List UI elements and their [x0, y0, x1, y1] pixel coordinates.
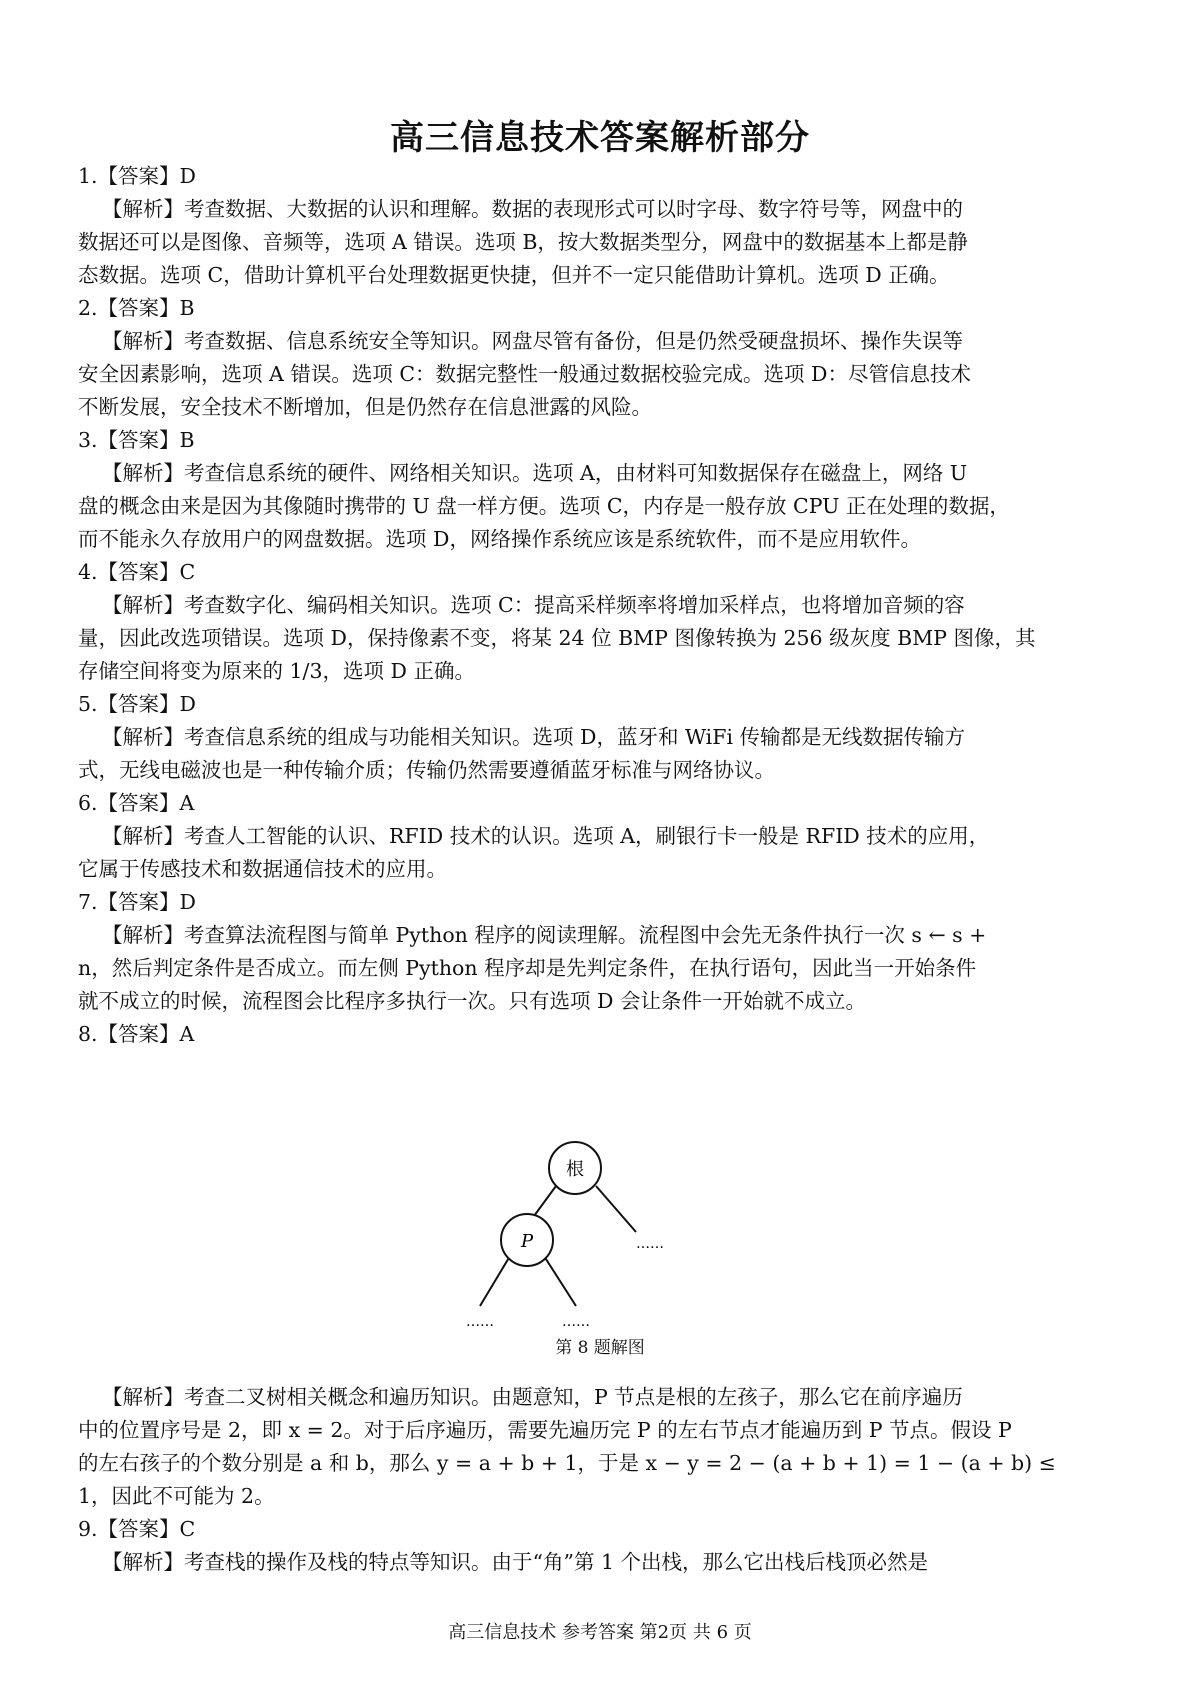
explanation-4-line-2: 量，因此改选项错误。选项 D，保持像素不变，将某 24 位 BMP 图像转换为 256 级灰度 BMP 图像，其 — [78, 626, 1036, 650]
p-right-ellipsis: …… — [562, 1314, 590, 1330]
explanation-2-line-1: 【解析】考查数据、信息系统安全等知识。网盘尽管有备份，但是仍然受硬盘损坏、操作失误等 — [102, 329, 963, 353]
explanation-1-line-2: 数据还可以是图像、音频等，选项 A 错误。选项 B，按大数据类型分，网盘中的数据基本上都是静 — [78, 230, 968, 254]
answer-4: 4.【答案】C — [78, 560, 196, 584]
edge-p-right — [544, 1256, 576, 1306]
answer-3: 3.【答案】B — [78, 428, 195, 452]
explanation-6-line-2: 它属于传感技术和数据通信技术的应用。 — [78, 857, 447, 881]
edge-p-left — [480, 1256, 510, 1306]
page-title: 高三信息技术答案解析部分 — [390, 118, 810, 158]
answer-1: 1.【答案】D — [78, 164, 196, 188]
explanation-2-line-3: 不断发展，安全技术不断增加，但是仍然存在信息泄露的风险。 — [78, 395, 652, 419]
p-left-ellipsis: …… — [466, 1314, 494, 1330]
answer-5: 5.【答案】D — [78, 692, 196, 716]
explanation-6-line-1: 【解析】考查人工智能的认识、RFID 技术的认识。选项 A，刷银行卡一般是 RFID 技术的应用， — [102, 824, 990, 848]
explanation-2-line-2: 安全因素影响，选项 A 错误。选项 C：数据完整性一般通过数据校验完成。选项 D：尽管信息技术 — [78, 362, 971, 386]
answer-6: 6.【答案】A — [78, 791, 195, 815]
explanation-1-line-1: 【解析】考查数据、大数据的认识和理解。数据的表现形式可以时字母、数字符号等，网盘中的 — [102, 197, 963, 221]
right-subtree-ellipsis: …… — [636, 1236, 664, 1252]
page-footer: 高三信息技术 参考答案 第2页 共 6 页 — [448, 1622, 752, 1643]
explanation-9-line-1: 【解析】考查栈的操作及栈的特点等知识。由于“角”第 1 个出栈，那么它出栈后栈顶必然是 — [102, 1550, 929, 1574]
explanation-4-line-1: 【解析】考查数字化、编码相关知识。选项 C：提高采样频率将增加采样点，也将增加音频的容 — [102, 593, 965, 617]
explanation-5-line-2: 式，无线电磁波也是一种传输介质；传输仍然需要遵循蓝牙标准与网络协议。 — [78, 758, 775, 782]
explanation-7-line-1: 【解析】考查算法流程图与简单 Python 程序的阅读理解。流程图中会先无条件执行一次 s ← s + — [102, 923, 987, 947]
figure-caption: 第 8 题解图 — [555, 1338, 645, 1358]
explanation-7-line-3: 就不成立的时候，流程图会比程序多执行一次。只有选项 D 会让条件一开始就不成立。 — [78, 989, 866, 1013]
edge-root-p — [534, 1186, 556, 1216]
explanation-3-line-2: 盘的概念由来是因为其像随时携带的 U 盘一样方便。选项 C，内存是一般存放 CPU 正在处理的数据， — [78, 494, 1010, 518]
explanation-3-line-3: 而不能永久存放用户的网盘数据。选项 D，网络操作系统应该是系统软件，而不是应用软件。 — [78, 527, 921, 551]
p-node-label: P — [520, 1231, 534, 1252]
binary-tree-diagram — [466, 1120, 720, 1330]
answer-7: 7.【答案】D — [78, 890, 196, 914]
explanation-7-line-2: n，然后判定条件是否成立。而左侧 Python 程序却是先判定条件，在执行语句，因此当一开始条件 — [78, 956, 977, 980]
explanation-8-line-1: 【解析】考查二叉树相关概念和遍历知识。由题意知，P 节点是根的左孩子，那么它在前序遍历 — [102, 1385, 963, 1409]
explanation-5-line-1: 【解析】考查信息系统的组成与功能相关知识。选项 D，蓝牙和 WiFi 传输都是无线数据传输方 — [102, 725, 966, 749]
edge-root-right — [596, 1186, 636, 1232]
explanation-8-line-2: 中的位置序号是 2，即 x = 2。对于后序遍历，需要先遍历完 P 的左右节点才能遍历到 P 节点。假设 P — [78, 1418, 1012, 1442]
explanation-4-line-3: 存储空间将变为原来的 1/3，选项 D 正确。 — [78, 659, 475, 683]
explanation-3-line-1: 【解析】考查信息系统的硬件、网络相关知识。选项 A，由材料可知数据保存在磁盘上，网络 U — [102, 461, 968, 485]
explanation-1-line-3: 态数据。选项 C，借助计算机平台处理数据更快捷，但并不一定只能借助计算机。选项 D 正确。 — [78, 263, 950, 287]
explanation-8-line-3: 的左右孩子的个数分别是 a 和 b，那么 y = a + b + 1，于是 x − y = 2 − (a + b + 1) = 1 − (a + b) ≤ — [78, 1451, 1056, 1475]
answer-8: 8.【答案】A — [78, 1022, 195, 1046]
answer-2: 2.【答案】B — [78, 296, 195, 320]
explanation-8-line-4: 1，因此不可能为 2。 — [78, 1484, 275, 1508]
answer-9: 9.【答案】C — [78, 1517, 196, 1541]
root-node-label: 根 — [566, 1159, 584, 1180]
